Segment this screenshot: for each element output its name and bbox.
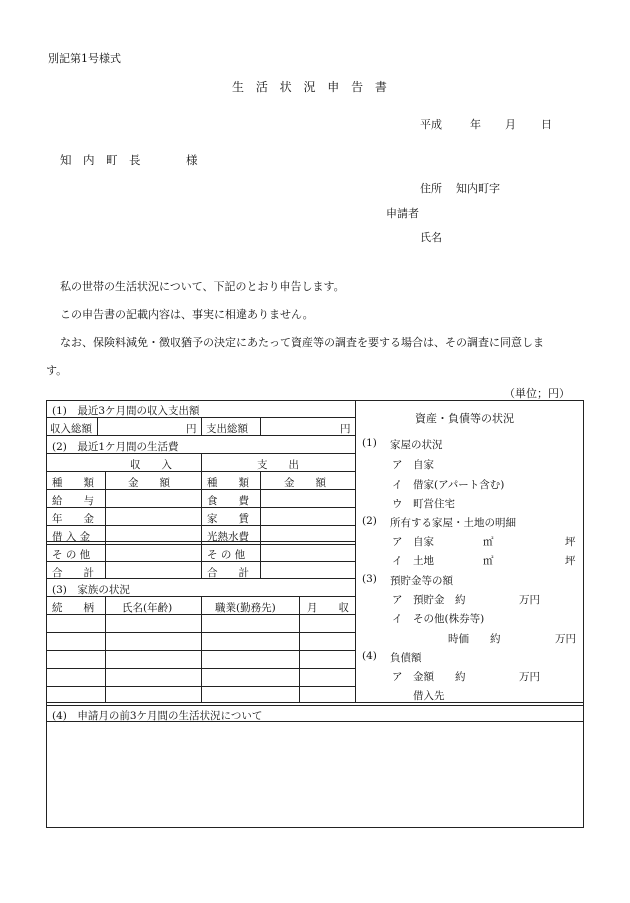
assets-line: 預貯金等の額 [390,575,453,587]
expense-row-label: 食 費 [207,495,249,507]
expense-total-label: 支出総額 [206,423,248,435]
addressee-honorific: 様 [186,153,198,167]
address-value: 知内町字 [456,182,500,195]
assets-num: (4) [362,650,377,662]
expense-row-label: そ の 他 [207,549,246,561]
assets-line: 家屋の状況 [390,439,443,451]
assets-line: イ その他(株券等) [392,613,485,625]
name-label: 氏名 [420,231,442,244]
income-row-label: そ の 他 [52,549,91,561]
expense-header: 支 出 [257,459,299,471]
income-row-label: 借 入 金 [52,531,91,543]
assets-line: ア 自家 [392,459,434,471]
statement-4: す。 [46,364,68,377]
sqm-unit: ㎡ [483,555,494,567]
address-label: 住所 [420,182,442,195]
date-year: 年 [470,118,481,131]
tsubo-unit: 坪 [565,555,576,567]
assets-line: ア 預貯金 約 [392,594,466,606]
family-header-income: 月 収 [307,602,349,614]
tsubo-unit: 坪 [565,536,576,548]
income-row-label: 合 計 [52,567,94,579]
expense-row-label: 家 賃 [207,513,249,525]
income-amount-header: 金 額 [128,477,170,489]
income-header: 収 入 [130,459,172,471]
income-row-label: 年 金 [52,513,94,525]
man-yen-unit: 万円 [555,633,576,645]
income-total-label: 収入総額 [50,423,92,435]
expense-row-label: 合 計 [207,567,249,579]
man-yen-unit: 万円 [519,671,540,683]
assets-line: 所有する家屋・土地の明細 [390,517,516,529]
addressee-name: 知 内 町 長 [60,153,141,167]
assets-line: イ 借家(アパート含む) [392,479,505,491]
assets-num: (2) [362,515,377,527]
date-era: 平成 [420,118,442,131]
assets-title: 資産・負債等の状況 [415,412,514,425]
sec2-title: (2) 最近1ケ月間の生活費 [52,441,179,453]
assets-line: 借入先 [413,690,445,702]
assets-line: 負債額 [390,652,422,664]
expense-total-unit: 円 [340,423,351,435]
assets-line: ア 金額 約 [392,671,466,683]
sqm-unit: ㎡ [483,536,494,548]
statement-2: この申告書の記載内容は、事実に相違ありません。 [60,308,314,321]
sec3-title: (3) 家族の状況 [52,584,130,596]
assets-line: ウ 町営住宅 [392,498,455,510]
assets-num: (1) [362,437,377,449]
family-header-name: 氏名(年齢) [122,602,173,614]
income-total-unit: 円 [186,423,197,435]
man-yen-unit: 万円 [519,594,540,606]
income-row-label: 給 与 [52,495,94,507]
sec1-title: (1) 最近3ケ月間の収入支出額 [52,405,200,417]
family-header-relation: 続 柄 [52,602,94,614]
applicant-role: 申請者 [386,207,419,220]
assets-num: (3) [362,573,377,585]
statement-1: 私の世帯の生活状況について、下記のとおり申告します。 [60,280,345,293]
statement-3: なお、保険料減免・徴収猶予の決定にあたって資産等の調査を要する場合は、その調査に同意しま [60,336,544,349]
assets-line: ア 自家 [392,536,434,548]
date-day: 日 [541,118,552,131]
assets-line: イ 土地 [392,555,434,567]
assets-line: 時価 約 [448,633,501,645]
expense-amount-header: 金 額 [284,477,326,489]
sec4-title: (4) 申請月の前3ケ月間の生活状況について [52,710,263,722]
unit-label: （単位；円） [504,387,570,400]
income-kind-header: 種 類 [52,477,94,489]
date-month: 月 [505,118,516,131]
expense-row-label: 光熱水費 [207,531,249,543]
family-header-job: 職業(勤務先) [215,602,276,614]
page-title: 生 活 状 況 申 告 書 [232,80,391,94]
form-id: 別記第1号様式 [48,52,121,65]
expense-kind-header: 種 類 [207,477,249,489]
